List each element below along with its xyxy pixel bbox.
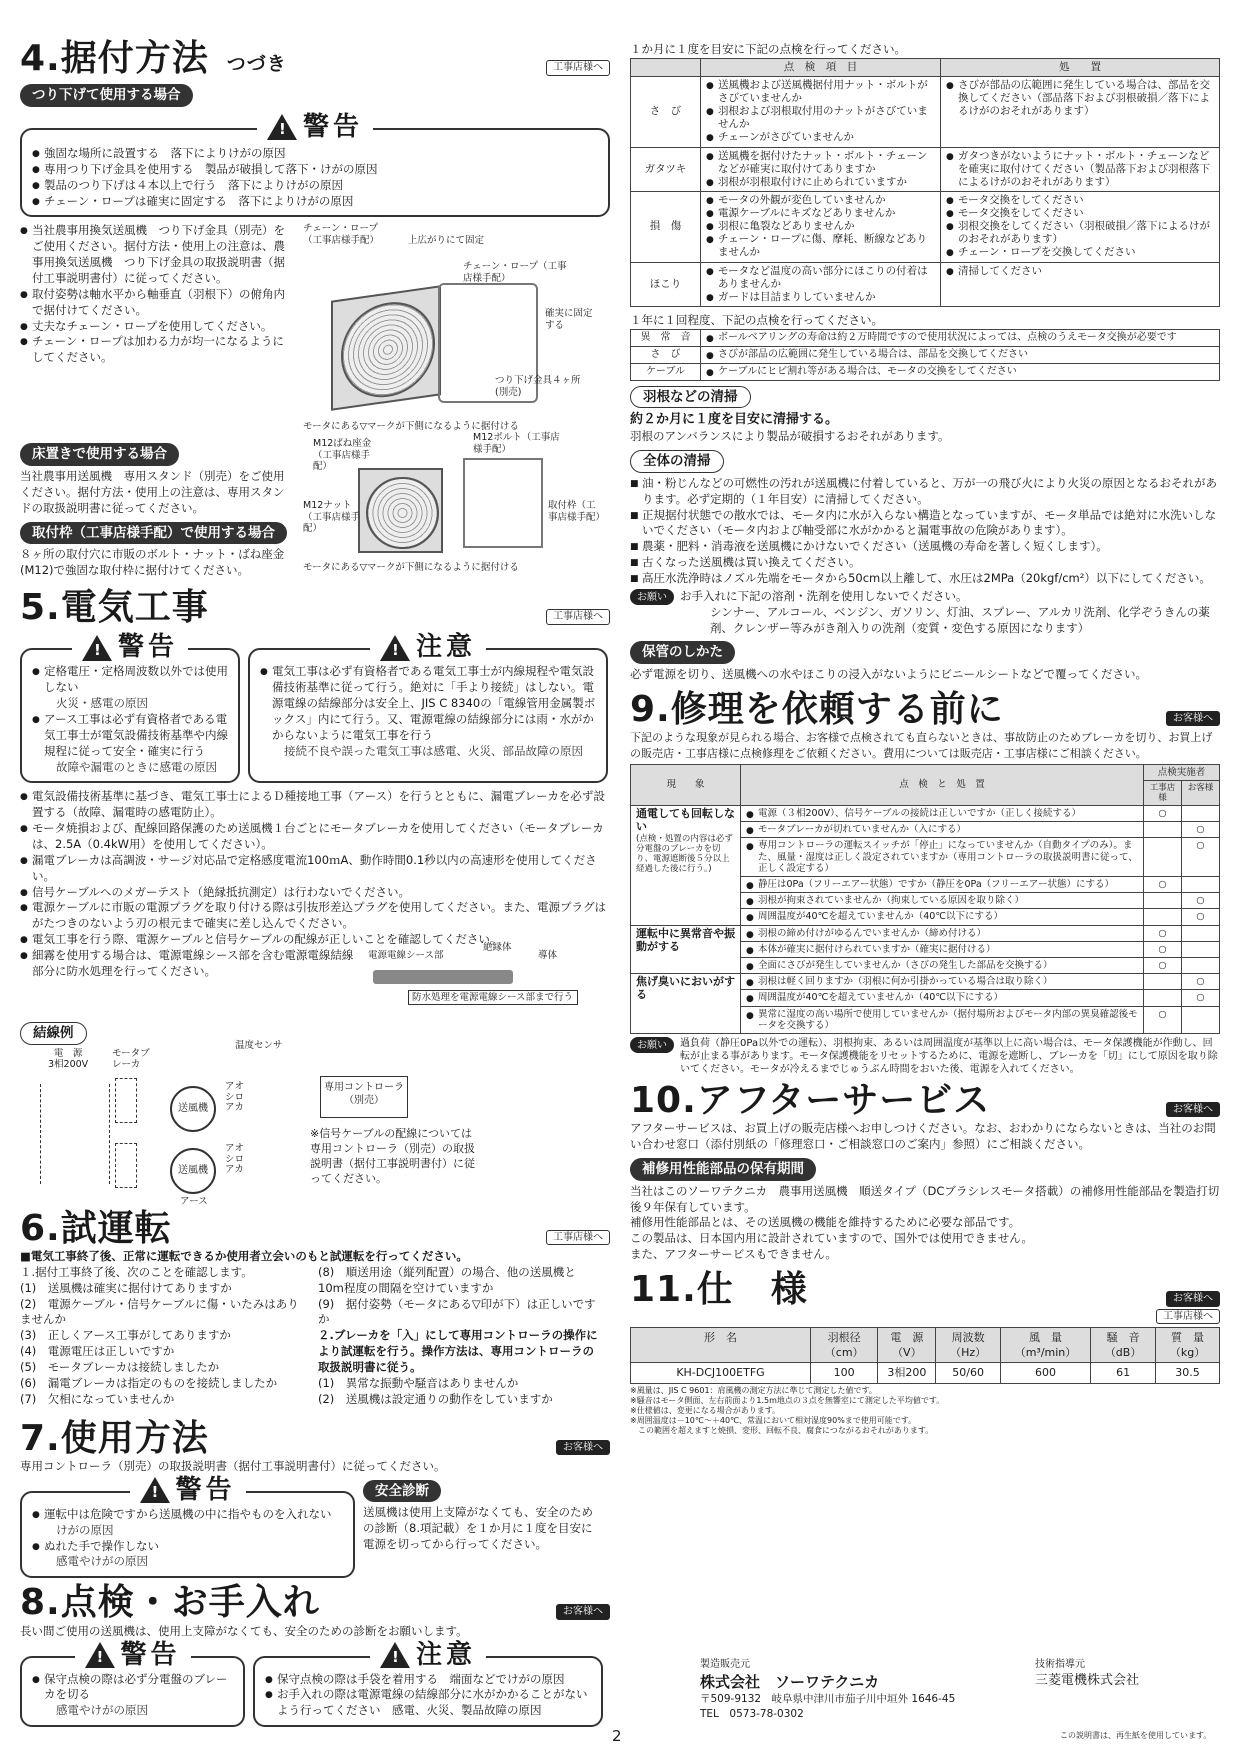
floor-pill: 床置きで使用する場合 (20, 443, 179, 466)
section7-warning-title: ! 警告 (129, 1476, 245, 1505)
table-header: 工事店様 (1144, 780, 1182, 805)
list-item: (4) 電源電圧は正しいですか (20, 1344, 175, 1359)
table-cell: ● ケーブルにヒビ割れ等がある場合は、モータの交換をしてください (701, 363, 1220, 380)
table-cell: 100 (811, 1363, 878, 1383)
left-column (20, 38, 610, 1727)
list-item: ● 専用つり下げ金具を使用する 製品が破損して落下・けがの原因 (32, 162, 598, 178)
section8-caution-box (253, 1639, 603, 1728)
table-cell (1182, 1006, 1220, 1033)
section4-title: 4.据付方法 (20, 38, 209, 79)
list-item: ● 保守点検の際は必ず分電盤のブレーカを切る 感電やけがの原因 (32, 1672, 233, 1720)
list-item: ● ぬれた手で操作しない 感電やけがの原因 (32, 1539, 343, 1571)
table-cell: 3相200 (878, 1363, 936, 1383)
list-item: (1) 異常な振動や騒音はありませんか (318, 1375, 519, 1390)
section10-tag: お客様へ (1166, 1102, 1220, 1118)
fig-label: 導体 (538, 950, 558, 961)
section4-warning-list (32, 146, 598, 209)
table-row (631, 363, 1220, 380)
section4-tag: 工事店様へ (546, 60, 610, 76)
list-item: (8) 順送用途（縦列配置）の場合、他の送風機と10m程度の間隔を空けていますか (318, 1264, 576, 1295)
table-header: 点 検 項 目 (701, 58, 941, 76)
section8-lead: 長い間ご使用の送風機は、使用上支障がなくても、安全のための診断をお願いします。 (20, 1623, 468, 1638)
fig-label: M12ナット（工事店様手配） (303, 500, 361, 535)
table-cell: 50/60 (936, 1363, 1001, 1383)
hang-figure (303, 223, 603, 438)
list-item: ● アース工事は必ず有資格者である電気工事士が電気設備技術基準や内線規程に従って安全・確実に行う 故障や漏電のときに感電の原因 (32, 712, 228, 775)
request-text: お手入れに下記の溶剤・洗剤を使用しないでください。 (680, 588, 968, 603)
list-item: ● 取付姿勢は軸水平から軸垂直（羽根下）の俯角内で据付けてください。 (20, 287, 295, 319)
list-item: (3) 正しくアース工事がしてありますか (20, 1328, 231, 1343)
fig-label: チェーン・ロープ（工事店様手配） (303, 223, 380, 246)
table-header: 騒 音（dB） (1091, 1328, 1156, 1363)
table-header-row (631, 58, 1220, 76)
fig-label: 温度センサ (235, 1039, 283, 1051)
table-cell: ○ (1182, 974, 1220, 990)
section5-list (20, 789, 610, 1020)
table-row (631, 346, 1220, 363)
table-cell: ● モータ交換をしてください ● モータ交換をしてください ● 羽根交換をしてください（羽根破損／落下によるけがのおそれがあります） ● チェーン・ロープを交換してください (941, 191, 1220, 262)
table-cell: 61 (1091, 1363, 1156, 1383)
table-cell: ガタツキ (631, 147, 701, 191)
table-cell: さ び (631, 346, 701, 363)
section8-caution-title: ! 注意 (370, 1641, 486, 1670)
section5-tag: 工事店様へ (546, 609, 610, 625)
table-header: 電 源（V） (878, 1328, 936, 1363)
fig-label: 電 源 3相200V (48, 1047, 89, 1071)
maker-label: 製造販売元 (700, 1659, 750, 1670)
parts-text: 当社はこのソーワテクニカ 農事用送風機 順送タイプ（DCブラシレスモータ搭載）の補修用性能部品を製造打切後９年保有しています。 (630, 1183, 1220, 1214)
section4-subtitle: つづき (226, 53, 287, 75)
table-cell: ● 電源（３相200V）、信号ケーブルの接続は正しいですか（正しく接続する） (741, 805, 1144, 821)
table-cell: ● 送風機および送風機据付用ナット・ボルトがさびていませんか ● 羽根および羽根取付用のナットがさびていませんか ● チェーンがさびていませんか (701, 76, 941, 147)
fig-label: M12ばね座金（工事店様手配） (313, 438, 372, 473)
table-cell: ● ボールベアリングの寿命は約２万時間ですので使用状況によっては、点検のうえモータ交換が必要です (701, 329, 1220, 346)
table-cell: ケーブル (631, 363, 701, 380)
spec-notes (630, 1386, 1220, 1436)
whole-pill: 全体の清掃 (630, 450, 724, 473)
note-line: ※仕様値は、変更になる場合があります。 (630, 1405, 781, 1415)
list-item: (7) 欠相になっていませんか (20, 1391, 175, 1406)
list-item: ● 信号ケーブルへのメガーテスト（絶縁抵抗測定）は行わないでください。 (20, 885, 610, 901)
fig-label: モータにある▽マークが下側になるように据付ける (303, 562, 519, 574)
fig-label: 電源電線シース部 (368, 950, 444, 961)
section4-heading (20, 38, 610, 79)
section6-step1: １.据付工事終了後、次のことを確認します。 (20, 1264, 253, 1279)
section8-warning-list (32, 1672, 233, 1720)
right-column (630, 42, 1220, 1436)
table-header: 周波数（Hz） (936, 1328, 1001, 1363)
table-cell (1144, 990, 1182, 1006)
wiring-note: ※信号ケーブルの配線については専用コントローラ（別売）の取扱説明書（据付工事説明書付）に従ってください。 (310, 1126, 475, 1186)
table-header-row (631, 764, 1220, 780)
table-cell: 運転中に異常音や振動がする (631, 925, 741, 974)
fan-symbol: 送風機 (170, 1148, 216, 1194)
section7-title: 7.使用方法 (20, 1417, 209, 1459)
section6-heading (20, 1208, 610, 1249)
table-cell: ● さびが部品の広範囲に発生している場合は、部品を交換してください (701, 346, 1220, 363)
section9-request-text: 過負荷（静圧0Pa以外での運転）、羽根拘束、あるいは周囲温度が基準以上に高い場合は、モータ保護機能が作動し、回転が止まる事があります。モータ保護機能をリセットするために、電源を遮断し、ブレーカを「切」にして原因を取り除いてください。モータが冷えるまでじゅうぶん時間をおいた後、電源を入れてください。 (680, 1037, 1218, 1075)
tech-label: 技術指導元 (1035, 1659, 1085, 1670)
safety-text: 送風機は使用上支障がなくても、安全のための診断（8.項記載）を１か月に１度を目安に電源を切ってから行ってください。 (363, 1505, 593, 1552)
section8-warning-title: ! 警告 (74, 1641, 190, 1670)
table-header: 質 量（kg） (1156, 1328, 1220, 1363)
table-cell: ● 静圧は0Pa（フリーエアー状態）ですか（静圧を0Pa（フリーエアー状態）にする） (741, 876, 1144, 892)
fig-label: アオ シロ アカ (225, 1080, 245, 1114)
warning-icon (267, 114, 297, 140)
table-cell: ● ガタつきがないようにナット・ボルト・チェーンなどを確実に取付けてください（製品落下および羽根落下によるけがのおそれがあります） (941, 147, 1220, 191)
table-header-row (631, 1328, 1220, 1363)
table-cell (1182, 805, 1220, 821)
section8-warning-box (20, 1639, 245, 1728)
warning-icon (82, 635, 112, 661)
table-cell: ● 羽根が拘束されていませんか（拘束している原因を取り除く） (741, 893, 1144, 909)
list-item: ■ 油・粉じんなどの可燃性の汚れが送風機に付着していると、万が一の飛び火により火災の原因となるおそれがあります。必ず定期的（１年目安）に清掃してください。 (630, 476, 1220, 508)
parts-text: また、アフターサービスもできません。 (630, 1247, 837, 1262)
maker-address: 〒509-9132 岐阜県中津川市茄子川中垣外 1646-45 (700, 1693, 956, 1706)
table-cell: ● 異常に湿度の高い場所で使用していませんか（据付場所およびモータ内部の異臭確認後モータを交換する） (741, 1006, 1144, 1033)
list-item: ● 運転中は危険ですから送風機の中に指やものを入れない けがの原因 (32, 1507, 343, 1539)
table-row (631, 925, 1220, 941)
yearly-lead: １年に１回程度、下記の点検を行ってください。 (630, 312, 883, 327)
list-item: (2) 電源ケーブル・信号ケーブルに傷・いたみはありませんか (20, 1296, 299, 1327)
list-item: (2) 送風機は設定通りの動作をしていますか (318, 1391, 553, 1406)
list-item: ● 電気設備技術基準に基づき、電気工事士によるＤ種接地工事（アース）を行うとともに、漏電ブレーカを必ず設置する（故障、漏電時の感電防止）。 (20, 789, 610, 821)
wiring-lines (40, 1084, 110, 1184)
fig-label: モータブレーカ (112, 1047, 150, 1071)
wiring-figure (20, 1039, 610, 1207)
section5-title: 5.電気工事 (20, 587, 209, 628)
list-item: ● 電気工事は必ず有資格者である電気工事士が内線規程や電気設備技術基準に従って行う。絶対に「手より接続」はしない。電源電線の結線部分は安全上、JIS C 8340の「電線管用金属製ボックス」内にて行う。又、電源電線の結線部分には雨・水がかからないように電気工事を行う 接続不良や誤った電気工事は感電、火災、部品故障の原因 (260, 664, 596, 759)
table-cell (1144, 838, 1182, 877)
list-item: ■ 高圧水洗浄時はノズル先端をモータから50cm以上離して、水圧は2MPa（20kgf/cm²）以下にしてください。 (630, 571, 1220, 587)
table-row (631, 329, 1220, 346)
list-item: ● お手入れの際は電源電線の結線部分に水がかかることがないよう行ってください 感電、火災、製品故障の原因 (265, 1687, 591, 1719)
table-cell: ● さびが部品の広範囲に発生している場合は、部品を交換してください（部品落下および羽根破損／落下によるけがのおそれがあります） (941, 76, 1220, 147)
hang-list (20, 223, 295, 438)
section9-lead: 下記のような現象が見られる場合、お客様で点検されても直らないときは、事故防止のためブレーカを切り、お買上げの販売店・工事店様に点検修理をご依頼ください。費用については販売店・工事店様にご相談ください。 (630, 731, 1213, 760)
fig-label: M12ボルト（工事店様手配） (473, 432, 560, 455)
section7-tag: お客様へ (556, 1440, 610, 1456)
table-cell: さ び (631, 76, 701, 147)
breaker-box (115, 1078, 137, 1123)
section4-warning-title: ! 警告 (257, 113, 373, 142)
cable-figure (368, 942, 588, 1020)
section6-step2: ２.ブレーカを「入」にして専用コントローラの操作により試運転を行う。操作方法は、専用コントローラの取扱説明書に従う。 (318, 1328, 598, 1375)
wiring-pill: 結線例 (20, 1022, 87, 1045)
table-cell (1144, 909, 1182, 925)
blade-text1: 約２か月に１度を目安に清掃する。 (630, 412, 839, 428)
table-header: 処 置 (941, 58, 1220, 76)
frame-text: ８ヶ所の取付穴に市販のボルト・ナット・ばね座金(M12)で強固な取付枠に据付けてください。 (20, 547, 285, 578)
table-cell: 異 常 音 (631, 329, 701, 346)
table-cell: ● 周囲温度が40℃を超えていませんか（40℃以下にする） (741, 990, 1144, 1006)
fig-label: モータにある▽マークが下側になるように据付ける (303, 421, 519, 433)
table-cell: ● 本体が確実に据付けられていますか（確実に据付ける） (741, 941, 1144, 957)
store-text: 必ず電源を切り、送風機への水やほこりの浸入がないようにビニールシートなどで覆ってください。 (630, 667, 1147, 682)
fig-label: アオ シロ アカ (225, 1142, 245, 1176)
section11-title: 11.仕 様 (630, 1269, 808, 1311)
table-cell: ○ (1182, 838, 1220, 877)
floor-text: 当社農事用送風機 専用スタンド（別売）をご使用ください。据付方法・使用上の注意は、専用スタンドの取扱説明書に従ってください。 (20, 469, 285, 515)
table-cell: ● 清掃してください (941, 262, 1220, 306)
table-header: 形 名 (631, 1328, 811, 1363)
note-line: ※風量は、JIS C 9601：肩風機の測定方法に準じて測定した値です。 (630, 1385, 877, 1395)
section11-heading (630, 1269, 1220, 1324)
table-header: お客様 (1182, 780, 1220, 805)
fig-label: つり下げ金具４ヶ所(別売) (495, 375, 581, 398)
table-cell: ○ (1144, 957, 1182, 973)
section5-heading (20, 587, 610, 628)
table-header: 点検実施者 (1144, 764, 1220, 780)
note-line: この範囲を超えますと焼損、変形、回転不良、腐食につながるおそれがあります。 (630, 1425, 934, 1435)
spec-table (630, 1327, 1220, 1384)
table-cell: 通電しても回転しない (点検・処置の内容は必ず分電盤のブレーカを切り、電源遮断後５分以上経過した後に行う。) (631, 805, 741, 925)
list-item: ● 電気工事を行う際、電源ケーブルと信号ケーブルの配線が正しいことを確認してください。 (20, 932, 610, 948)
maker-block (700, 1658, 1030, 1721)
list-item: ● 強固な場所に設置する 落下によりけがの原因 (32, 146, 598, 162)
blade-pill: 羽根などの清掃 (630, 386, 751, 409)
parts-text: 補修用性能部品とは、その送風機の機能を維持するために必要な部品です。 (630, 1215, 1021, 1230)
section9-title: 9.修理を依頼する前に (630, 688, 1004, 730)
parts-text: この製品は、日本国内用に設計されていますので、国外では使用できません。 (630, 1231, 1033, 1246)
whole-list (630, 476, 1220, 587)
list-item: (6) 漏電ブレーカは指定のものを接続しましたか (20, 1375, 278, 1390)
fig-label: 絶縁体 (483, 942, 512, 953)
maker-tel: TEL 0573-78-0302 (700, 1707, 804, 1720)
monthly-lead: １か月に１度を目安に下記の点検を行ってください。 (630, 42, 906, 56)
table-header: 点 検 と 処 置 (741, 764, 1144, 805)
section8-title: 8.点検・お手入れ (20, 1582, 320, 1624)
note-line: ※周囲温度は－10℃～＋40℃、常温において相対湿度90%まで使用可能です。 (630, 1415, 917, 1425)
table-cell (1182, 941, 1220, 957)
table-row (631, 974, 1220, 990)
controller-box: 専用コントローラ（別売） (320, 1076, 408, 1118)
section5-warning-list (32, 664, 228, 775)
frame-illustration (463, 458, 543, 548)
table-cell: ○ (1144, 925, 1182, 941)
section5-caution-title: ! 注意 (370, 633, 486, 662)
table-cell: ○ (1182, 822, 1220, 838)
table-header: 現 象 (631, 764, 741, 805)
list-item: (5) モータブレーカは接続しましたか (20, 1360, 220, 1375)
table-cell: ● モータの外観が変色していませんか ● 電源ケーブルにキズなどありませんか ● 羽根に亀裂などありませんか ● チェーン・ロープに傷、摩耗、断線などありませんか (701, 191, 941, 262)
list-item: ■ 正規据付状態での散水では、モータ内に水が入らない構造となっていますが、モータ単品では絶対に水洗いしないでください（モータ内および軸受部に水がかかると漏電事故の危険があります）。 (630, 508, 1220, 540)
request-tag: お願い (630, 1037, 674, 1053)
fan-illustration (358, 468, 443, 553)
table-cell: ● 羽根は軽く回りますか（羽根に何か引掛かっている場合は取り除く） (741, 974, 1144, 990)
table-cell: ● 専用コントローラの運転スイッチが「停止」になっていませんか（自動タイプのみ）。また、風量・湿度は正しく設定されていますか（専用コントローラの取扱説明書に従って、正しく設定する） (741, 838, 1144, 877)
table-cell: ○ (1182, 909, 1220, 925)
section10-heading (630, 1080, 1220, 1121)
table-cell: ○ (1144, 876, 1182, 892)
fig-label: アース (180, 1195, 208, 1207)
list-item: ● 細霧を使用する場合は、電源電線シース部を含む電源電線結線部分に防水処理を行ってください。 電源電線シース部 絶縁体 導体 防水処理を電源電線シース部まで行う (20, 948, 610, 1020)
note-line: ※騒音はモータ側面、左右前面より1.5m地点の３点を無響室にて測定した平均値です。 (630, 1395, 945, 1405)
table-cell: 30.5 (1156, 1363, 1220, 1383)
table-cell (1144, 893, 1182, 909)
table-cell (1182, 876, 1220, 892)
table-header: 風 量（m³/min） (1000, 1328, 1090, 1363)
fig-label: 確実に固定する (545, 308, 593, 331)
table-cell: ○ (1144, 805, 1182, 821)
section9-heading (630, 689, 1220, 730)
section7-warning-box (20, 1474, 355, 1578)
table-cell: ● 全面にさびが発生していませんか（さびの発生した部品を交換する） (741, 957, 1144, 973)
section6-lead: ■電気工事終了後、正常に運転できるか使用者立会いのもと試運転を行ってください。 (20, 1249, 468, 1264)
section7-heading (20, 1418, 610, 1459)
table-header (631, 58, 701, 76)
page-number: 2 (612, 1727, 622, 1745)
table-header: 羽根径（cm） (811, 1328, 878, 1363)
section5-caution-list (260, 664, 596, 759)
table-cell: ○ (1182, 893, 1220, 909)
caution-icon (380, 635, 410, 661)
table-cell: ● モータなど温度の高い部分にほこりの付着はありませんか ● ガードは目詰まりしていませんか (701, 262, 941, 306)
table-cell: ○ (1182, 990, 1220, 1006)
recycle-note: この説明書は、再生紙を使用しています。 (1060, 1731, 1212, 1740)
section5-caution-box (248, 632, 608, 783)
tech-block (1035, 1658, 1139, 1690)
table-cell: ○ (1144, 941, 1182, 957)
safety-pill: 安全診断 (363, 1480, 441, 1503)
list-item: (9) 据付姿勢（モータにある▽印が下）は正しいですか (318, 1296, 596, 1327)
section7-warning-list (32, 1507, 343, 1570)
table-row (631, 76, 1220, 147)
caution-icon (380, 1642, 410, 1668)
list-item: ■ 農薬・肥料・消毒液を送風機にかけないでください（送風機の寿命を著しく短くします）。 (630, 539, 1220, 555)
table-cell: ○ (1144, 1006, 1182, 1033)
section7-lead: 専用コントローラ（別売）の取扱説明書（据付工事説明書付）に従ってください。 (20, 1459, 446, 1473)
table-cell: 損 傷 (631, 191, 701, 262)
list-item: ● 当社農事用換気送風機 つり下げ金具（別売）をご使用ください。据付方法・使用上の注意は、農事用換気送風機 つり下げ金具の取扱説明書（据付工事説明書付）に従ってください。 (20, 223, 295, 286)
section10-title: 10.アフターサービス (630, 1079, 991, 1121)
breaker-box (115, 1143, 137, 1188)
table-cell: ほこり (631, 262, 701, 306)
table-cell: 焦げ臭いにおいがする (631, 974, 741, 1034)
yearly-table (630, 329, 1220, 381)
section10-text: アフターサービスは、お買上げの販売店様へお申しつけください。なお、おわかりにならないときは、当社のお問い合わせ窓口（添付別紙の「修理窓口・ご相談窓口のご案内」参照）にご相談ください。 (630, 1121, 1216, 1152)
store-pill: 保管のしかた (630, 641, 735, 664)
list-item: ● 電源ケーブルに市販の電源プラグを取り付ける際は引抜形差込プラグを使用してください。また、電源プラグはがたつきのないよう刃の根元まで確実に差し込んでください。 (20, 900, 610, 932)
section6-tag: 工事店様へ (546, 1230, 610, 1246)
table-cell (1144, 974, 1182, 990)
section5-warning-box (20, 632, 240, 783)
section4-warning-box (20, 112, 610, 217)
section11-tag-installer: 工事店様へ (1156, 1309, 1220, 1325)
section6-title: 6.試運転 (20, 1207, 172, 1249)
table-cell: KH-DCJ100ETFG (631, 1363, 811, 1383)
fig-label: 取付枠（工事店様手配） (548, 500, 606, 523)
frame-pill: 取付枠（工事店様手配）で使用する場合 (20, 522, 287, 545)
fig-label: 防水処理を電源電線シース部まで行う (408, 990, 578, 1005)
parts-pill: 補修用性能部品の保有期間 (630, 1158, 816, 1181)
list-item: ● 定格電圧・定格周波数以外では使用しない 火災・感電の原因 (32, 664, 228, 712)
list-item: ● 製品のつり下げは４本以上で行う 落下によりけがの原因 (32, 178, 598, 194)
request-tag: お願い (630, 589, 674, 605)
section8-heading (20, 1582, 610, 1623)
list-item: ■ 古くなった送風機は買い換えてください。 (630, 555, 1220, 571)
section8-caution-list (265, 1672, 591, 1720)
table-cell: 600 (1000, 1363, 1090, 1383)
list-item: ● 丈夫なチェーン・ロープを使用してください。 (20, 319, 295, 335)
list-item: ● 保守点検の際は手袋を着用する 端面などでけがの原因 (265, 1672, 591, 1688)
list-item: ● モータ焼損および、配線回路保護のため送風機１台ごとにモータブレーカを使用してください（モータブレーカは、2.5A（0.4kW用）を使用してください）。 (20, 821, 610, 853)
table-row (631, 191, 1220, 262)
fan-symbol: 送風機 (170, 1086, 216, 1132)
table-cell: ● モータブレーカが切れていませんか（入にする） (741, 822, 1144, 838)
table-row (631, 147, 1220, 191)
section9-tag: お客様へ (1166, 711, 1220, 727)
table-cell (1182, 957, 1220, 973)
troubleshoot-table (630, 764, 1220, 1034)
monthly-table (630, 58, 1220, 307)
frame-figure (303, 432, 606, 578)
table-cell (1182, 925, 1220, 941)
fan-illustration (331, 286, 441, 411)
hang-pill: つり下げて使用する場合 (20, 84, 193, 107)
table-cell: ● 羽根の締め付けがゆるんでいませんか（締め付ける） (741, 925, 1144, 941)
section11-tag-customer: お客様へ (1166, 1291, 1220, 1307)
section5-warning-title: ! 警告 (72, 633, 188, 662)
cable-illustration (373, 970, 513, 984)
fig-label: 上広がりにて固定 (408, 235, 485, 247)
list-item: ● チェーン・ロープは確実に固定する 落下によりけがの原因 (32, 194, 598, 210)
section8-tag: お客様へ (556, 1604, 610, 1620)
table-cell: ● 送風機を据付けたナット・ボルト・チェーンなどが確実に取付けてありますか ● 羽根が羽根取付けに止められていますか (701, 147, 941, 191)
table-row (631, 1363, 1220, 1383)
table-cell (1144, 822, 1182, 838)
table-row (631, 805, 1220, 821)
warning-icon (139, 1477, 169, 1503)
table-row (631, 262, 1220, 306)
blade-text2: 羽根のアンバランスにより製品が破損するおそれがあります。 (630, 429, 950, 444)
list-item: ● チェーン・ロープは加わる力が均一になるようにしてください。 (20, 334, 295, 366)
list-item: (1) 送風機は確実に据付けてありますか (20, 1280, 232, 1295)
maker-name: 株式会社 ソーワテクニカ (700, 1672, 880, 1691)
request-list: シンナー、アルコール、ベンジン、ガソリン、灯油、スプレー、アルカリ洗剤、化学ぞうきんの薬剤、クレンザー等みがき剤入りの洗剤（変質・変色する原因になります） (710, 604, 1210, 635)
fig-label: チェーン・ロープ（工事店様手配） (463, 261, 567, 284)
warning-icon (84, 1642, 114, 1668)
tech-name: 三菱電機株式会社 (1035, 1672, 1140, 1688)
list-item: ● 漏電ブレーカは高調波・サージ対応品で定格感度電流100ｍA、動作時間0.1秒以内の高速形を使用してください。 (20, 853, 610, 885)
table-cell: ● 周囲温度が40℃を超えていませんか（40℃以下にする） (741, 909, 1144, 925)
